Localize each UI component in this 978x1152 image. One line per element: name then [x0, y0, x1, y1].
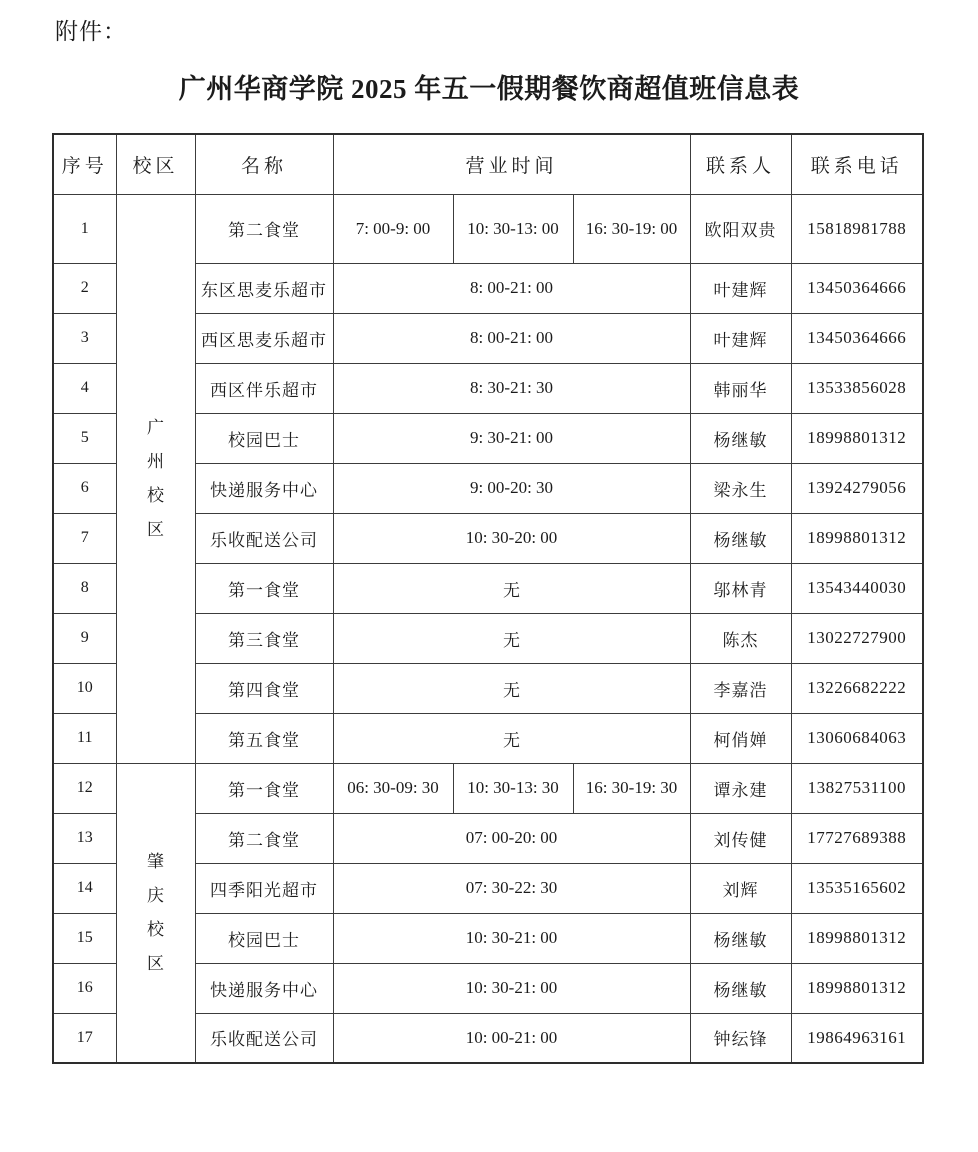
cell-phone: 13060684063: [791, 713, 923, 763]
cell-index: 4: [53, 363, 116, 413]
cell-index: 9: [53, 613, 116, 663]
table-row: [53, 763, 923, 813]
cell-phone: 13022727900: [791, 613, 923, 663]
cell-hours: 8: 30-21: 30: [333, 363, 690, 413]
cell-hours: 10: 30-21: 00: [333, 963, 690, 1013]
campus-vertical-label: 肇庆校区: [147, 851, 164, 973]
attachment-label: 附件：: [55, 19, 127, 44]
cell-contact: 李嘉浩: [690, 663, 791, 713]
cell-index: 5: [53, 413, 116, 463]
cell-contact: 钟纭锋: [690, 1013, 791, 1063]
cell-venue-name: 校园巴士: [195, 913, 333, 963]
cell-index: 7: [53, 513, 116, 563]
cell-contact: 欧阳双贵: [690, 194, 791, 263]
cell-phone: 13450364666: [791, 313, 923, 363]
cell-contact: 叶建辉: [690, 313, 791, 363]
cell-hours: 9: 00-20: 30: [333, 463, 690, 513]
cell-venue-name: 校园巴士: [195, 413, 333, 463]
cell-venue-name: 乐收配送公司: [195, 1013, 333, 1063]
cell-index: 13: [53, 813, 116, 863]
cell-contact: 陈杰: [690, 613, 791, 663]
campus-vertical-label: 广州校区: [147, 417, 164, 539]
cell-index: 17: [53, 1013, 116, 1063]
col-header-campus: 校区: [116, 134, 195, 194]
cell-index: 10: [53, 663, 116, 713]
cell-contact: 杨继敏: [690, 963, 791, 1013]
cell-phone: 13226682222: [791, 663, 923, 713]
cell-phone: 15818981788: [791, 194, 923, 263]
cell-hours: 10: 30-20: 00: [333, 513, 690, 563]
cell-hours-morning: 7: 00-9: 00: [333, 194, 453, 263]
cell-venue-name: 第一食堂: [195, 563, 333, 613]
cell-hours: 8: 00-21: 00: [333, 263, 690, 313]
cell-phone: 17727689388: [791, 813, 923, 863]
cell-contact: 柯俏婵: [690, 713, 791, 763]
cell-contact: 杨继敏: [690, 513, 791, 563]
cell-index: 1: [53, 194, 116, 263]
cell-phone: 13924279056: [791, 463, 923, 513]
cell-venue-name: 四季阳光超市: [195, 863, 333, 913]
cell-index: 3: [53, 313, 116, 363]
cell-hours: 10: 30-21: 00: [333, 913, 690, 963]
cell-contact: 刘传健: [690, 813, 791, 863]
cell-contact: 杨继敏: [690, 413, 791, 463]
cell-venue-name: 东区思麦乐超市: [195, 263, 333, 313]
cell-phone: 18998801312: [791, 963, 923, 1013]
table-row: [53, 194, 923, 263]
col-header-hours: 营业时间: [333, 134, 690, 194]
cell-contact: 谭永建: [690, 763, 791, 813]
cell-index: 16: [53, 963, 116, 1013]
col-header-contact: 联系人: [690, 134, 791, 194]
cell-index: 8: [53, 563, 116, 613]
col-header-index: 序号: [53, 134, 116, 194]
cell-phone: 13535165602: [791, 863, 923, 913]
cell-hours: 9: 30-21: 00: [333, 413, 690, 463]
cell-index: 2: [53, 263, 116, 313]
cell-index: 11: [53, 713, 116, 763]
cell-index: 6: [53, 463, 116, 513]
table-header-row: [53, 134, 923, 194]
page-title: 广州华商学院 2025 年五一假期餐饮商超值班信息表: [178, 74, 800, 104]
cell-phone: 18998801312: [791, 513, 923, 563]
cell-venue-name: 快递服务中心: [195, 463, 333, 513]
cell-hours: 无: [333, 563, 690, 613]
cell-index: 15: [53, 913, 116, 963]
cell-hours: 8: 00-21: 00: [333, 313, 690, 363]
cell-phone: 13543440030: [791, 563, 923, 613]
cell-venue-name: 快递服务中心: [195, 963, 333, 1013]
cell-hours: 无: [333, 663, 690, 713]
cell-hours-evening: 16: 30-19: 00: [573, 194, 690, 263]
cell-venue-name: 第一食堂: [195, 763, 333, 813]
cell-venue-name: 第五食堂: [195, 713, 333, 763]
duty-info-table: [52, 133, 924, 1064]
cell-contact: 梁永生: [690, 463, 791, 513]
cell-hours: 无: [333, 713, 690, 763]
cell-campus-guangzhou: [116, 194, 195, 763]
cell-venue-name: 第二食堂: [195, 813, 333, 863]
cell-venue-name: 第四食堂: [195, 663, 333, 713]
cell-phone: 13827531100: [791, 763, 923, 813]
cell-hours-morning: 06: 30-09: 30: [333, 763, 453, 813]
cell-index: 14: [53, 863, 116, 913]
cell-venue-name: 乐收配送公司: [195, 513, 333, 563]
col-header-name: 名称: [195, 134, 333, 194]
cell-hours: 07: 00-20: 00: [333, 813, 690, 863]
cell-hours-evening: 16: 30-19: 30: [573, 763, 690, 813]
cell-phone: 18998801312: [791, 413, 923, 463]
cell-venue-name: 西区思麦乐超市: [195, 313, 333, 363]
cell-contact: 杨继敏: [690, 913, 791, 963]
cell-hours: 无: [333, 613, 690, 663]
cell-hours: 07: 30-22: 30: [333, 863, 690, 913]
cell-venue-name: 第三食堂: [195, 613, 333, 663]
cell-phone: 19864963161: [791, 1013, 923, 1063]
cell-hours: 10: 00-21: 00: [333, 1013, 690, 1063]
cell-phone: 13450364666: [791, 263, 923, 313]
cell-venue-name: 第二食堂: [195, 194, 333, 263]
cell-contact: 邬林青: [690, 563, 791, 613]
cell-campus-zhaoqing: [116, 763, 195, 1063]
cell-contact: 韩丽华: [690, 363, 791, 413]
cell-venue-name: 西区伴乐超市: [195, 363, 333, 413]
cell-phone: 13533856028: [791, 363, 923, 413]
cell-contact: 刘辉: [690, 863, 791, 913]
cell-hours-noon: 10: 30-13: 30: [453, 763, 573, 813]
cell-hours-noon: 10: 30-13: 00: [453, 194, 573, 263]
cell-index: 12: [53, 763, 116, 813]
cell-phone: 18998801312: [791, 913, 923, 963]
col-header-phone: 联系电话: [791, 134, 923, 194]
cell-contact: 叶建辉: [690, 263, 791, 313]
